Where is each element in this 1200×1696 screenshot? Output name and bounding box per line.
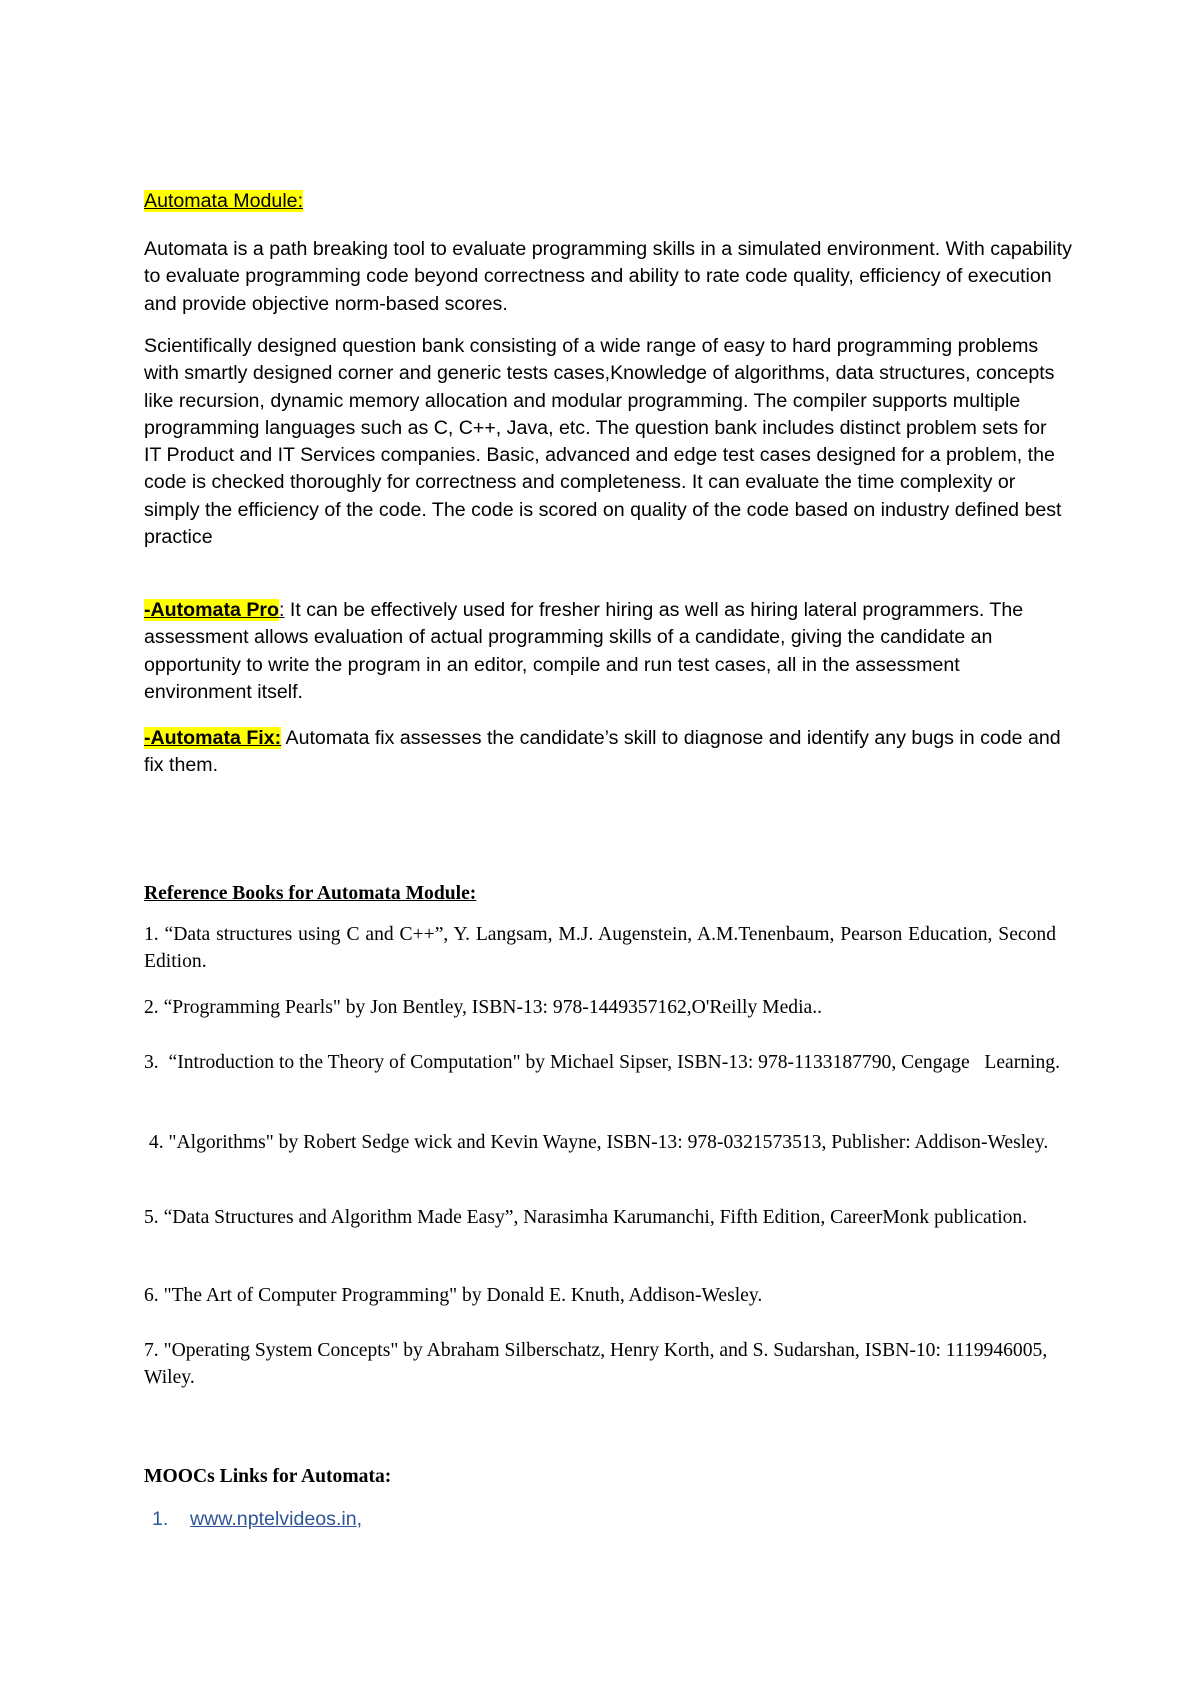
- nptel-link[interactable]: www.nptelvideos.in,: [190, 1508, 363, 1530]
- moocs-list-item: [152, 1506, 362, 1533]
- module-heading: [144, 188, 1064, 215]
- moocs-heading: MOOCs Links for Automata:: [144, 1466, 392, 1487]
- reference-item-4: 4. "Algorithms" by Robert Sedge wick and Kevin Wayne, ISBN-13: 978-0321573513, Publisher: Addison-Wesley.: [144, 1132, 1049, 1153]
- reference-item-2: 2. “Programming Pearls" by Jon Bentley, ISBN-13: 978-1449357162,O'Reilly Media..: [144, 997, 823, 1018]
- module-title: Automata Module:: [144, 190, 304, 212]
- automata-pro-paragraph: [144, 597, 1069, 706]
- automata-fix-text: Automata fix assesses the candidate’s skill to diagnose and identify any bugs in code and fix them.: [144, 727, 1061, 777]
- automata-fix-paragraph: [144, 725, 1069, 780]
- reference-item-6: 6. "The Art of Computer Programming" by Donald E. Knuth, Addison-Wesley.: [144, 1285, 763, 1306]
- reference-item-5: 5. “Data Structures and Algorithm Made Easy”, Narasimha Karumanchi, Fifth Edition, CareerMonk publication.: [144, 1207, 1028, 1228]
- automata-fix-label: -Automata Fix:: [144, 727, 282, 749]
- reference-item-3: 3. “Introduction to the Theory of Computation" by Michael Sipser, ISBN-13: 978-1133187790, Cengage Learning.: [144, 1052, 1060, 1073]
- reference-books-heading: Reference Books for Automata Module:: [144, 883, 477, 904]
- reference-item-7: 7. "Operating System Concepts" by Abraham Silberschatz, Henry Korth, and S. Sudarshan, ISBN-10: 1119946005, Wiley.: [144, 1340, 1048, 1388]
- intro-paragraph: Automata is a path breaking tool to evaluate programming skills in a simulated environment. With capability to evaluate programming code beyond correctness and ability to rate code quality, efficiency of execution and provide objective norm-based scores.: [144, 238, 1072, 315]
- automata-pro-colon: :: [279, 599, 285, 621]
- automata-pro-text: It can be effectively used for fresher hiring as well as hiring lateral programmers. The assessment allows evaluation of actual programming skills of a candidate, giving the candidate an opportunity to write the program in an editor, compile and run test cases, all in the assessment environment itself.: [144, 599, 1024, 703]
- moocs-item-number: 1.: [152, 1508, 169, 1530]
- reference-item-1: 1. “Data structures using C and C++”, Y. Langsam, M.J. Augenstein, A.M.Tenenbaum, Pearson Education, Second Edition.: [144, 924, 1056, 972]
- moocs-list: [152, 1506, 362, 1533]
- automata-pro-label: -Automata Pro: [144, 599, 279, 621]
- details-paragraph: Scientifically designed question bank consisting of a wide range of easy to hard programming problems with smartly designed corner and generic tests cases,Knowledge of algorithms, data structures, concepts like recursion, dynamic memory allocation and modular programming. The compiler supports multiple programming languages such as C, C++, Java, etc. The question bank includes distinct problem sets for IT Product and IT Services companies. Basic, advanced and edge test cases designed for a problem, the code is checked thoroughly for correctness and completeness. It can evaluate the time complexity or simply the efficiency of the code. The code is scored on quality of the code based on industry defined best practice: [144, 335, 1062, 549]
